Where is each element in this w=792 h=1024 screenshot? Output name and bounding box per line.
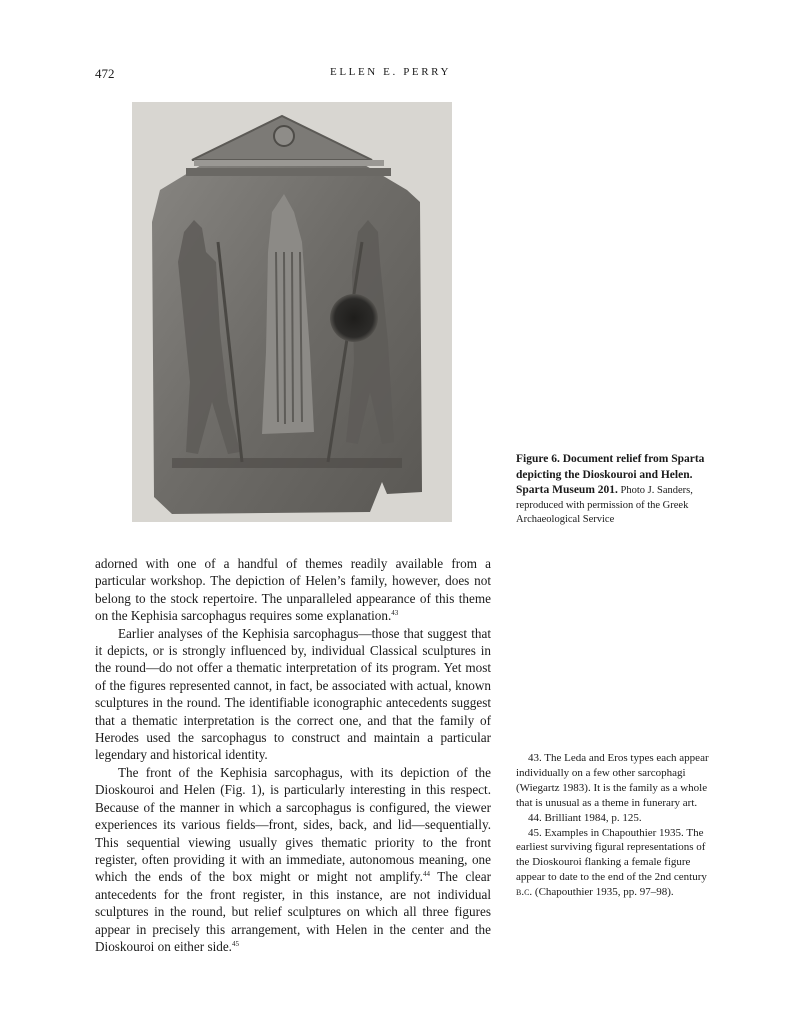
paragraph-3-text-b: The clear antecedents for the front register, in this instance, are not individual sculptures in the round, but relief sculptures on which all three figures appear in precisely this arrangement, with Helen in the center and the Dioskouroi on either side. xyxy=(95,869,491,954)
page-number: 472 xyxy=(95,66,115,81)
figure-caption xyxy=(516,452,706,528)
footnote-45-era: b.c. xyxy=(516,886,533,899)
footnote-45-text-b: (Chapouthier 1935, pp. 97–98). xyxy=(532,886,674,899)
footnote-44: 44. Brilliant 1984, p. 125. xyxy=(528,811,642,824)
note-ref-43[interactable]: 43 xyxy=(391,609,399,618)
paragraph-3-text-a: The front of the Kephisia sarcophagus, with its depiction of the Dioskouroi and Helen (Fig. 1), is particularly interesting in this respect. Because of the manner in which a sarcophagus is configured, the viewer experiences its various fields—front, sides, back, and lid—sequentially. This sequential viewing usually gives thematic priority to the front register, often providing it with an immediate, autonomous meaning, one which the ends of the box might or might not amplify. xyxy=(95,764,491,885)
note-ref-44[interactable]: 44 xyxy=(422,870,430,879)
figure-relief-photo xyxy=(132,102,452,522)
caption-title: Figure 6. Document relief from Sparta depicting the Dioskouroi and Helen. Sparta Museum 201. xyxy=(516,453,705,496)
note-ref-45[interactable]: 45 xyxy=(231,939,239,948)
running-head: ELLEN E. PERRY xyxy=(330,66,452,78)
main-text xyxy=(95,555,491,955)
paragraph-2: Earlier analyses of the Kephisia sarcophagus—those that suggest that it depicts, or is strongly influenced by, individual Classical sculptures in the round—do not offer a thematic interpretation of its program. Yet most of the figures represented cannot, in fact, be associated with actual, known sculptures in the round. The identifiable iconographic antecedents suggest that a thematic interpretation is the correct one, and that the family of Herodes used the sarcophagus to construct and maintain a particular legendary and historical identity. xyxy=(95,625,491,763)
paragraph-1-text: adorned with one of a handful of themes readily available from a particular workshop. The depiction of Helen’s family, however, does not belong to the stock repertoire. The unparalleled appearance of this theme on the Kephisia sarcophagus requires some explanation. xyxy=(95,556,491,624)
relief-image xyxy=(132,102,452,522)
caption-credit: Photo J. Sanders, reproduced with permission of the Greek Archaeological Service xyxy=(516,485,693,525)
footnotes xyxy=(516,751,720,900)
paragraph-3 xyxy=(95,764,491,955)
footnote-45-text-a: 45. Examples in Chapouthier 1935. The earliest surviving figural representations of the Dioskouroi flanking a female figure appear to date to the end of the 2nd century xyxy=(516,826,707,884)
footnote-45 xyxy=(516,826,720,901)
paragraph-1 xyxy=(95,555,491,625)
footnote-43: 43. The Leda and Eros types each appear individually on a few other sarcophagi (Wiegartz 1983). It is the family as a whole that is unusual as a theme in funerary art. xyxy=(516,752,709,809)
